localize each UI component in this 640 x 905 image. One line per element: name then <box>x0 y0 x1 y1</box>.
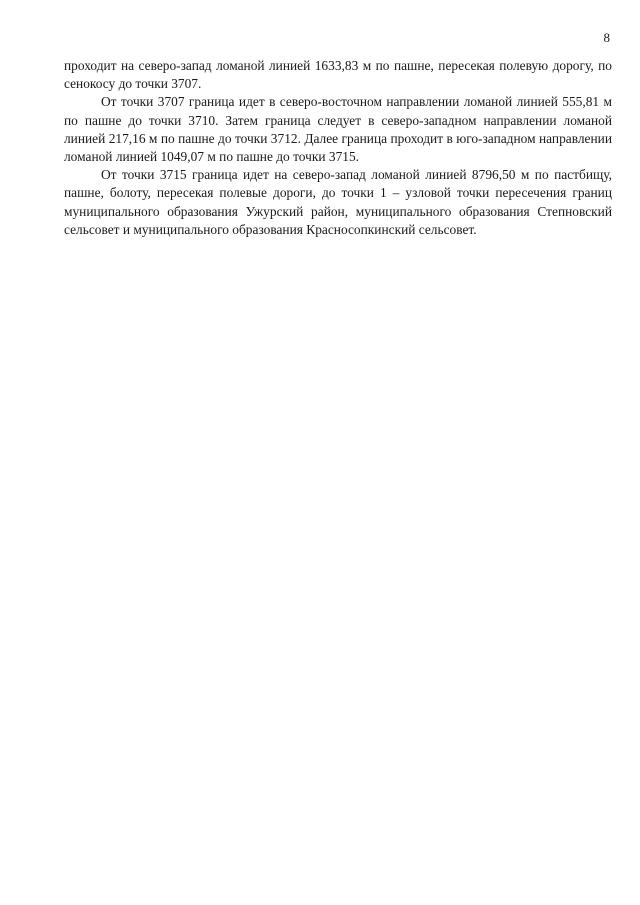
page-number: 8 <box>603 30 610 45</box>
document-body <box>64 57 612 239</box>
paragraph-continuation: проходит на северо-запад ломаной линией 1633,83 м по пашне, пересекая полевую дорогу, по сенокосу до точки 3707. <box>64 58 612 92</box>
paragraph-point-3715: От точки 3715 граница идет на северо-запад ломаной линией 8796,50 м по пастбищу, пашне, болоту, пересекая полевые дороги, до точки 1 – узловой точки пересечения границ муниципального образования Ужурский район, муниципального образования Степновский сельсовет и муниципального образования Красносопкинский сельсовет. <box>64 167 612 237</box>
paragraph-point-3707: От точки 3707 граница идет в северо-восточном направлении ломаной линией 555,81 м по пашне до точки 3710. Затем граница следует в северо-западном направлении ломаной линией 217,16 м по пашне до точки 3712. Далее граница проходит в юго-западном направлении ломаной линией 1049,07 м по пашне до точки 3715. <box>64 94 612 165</box>
